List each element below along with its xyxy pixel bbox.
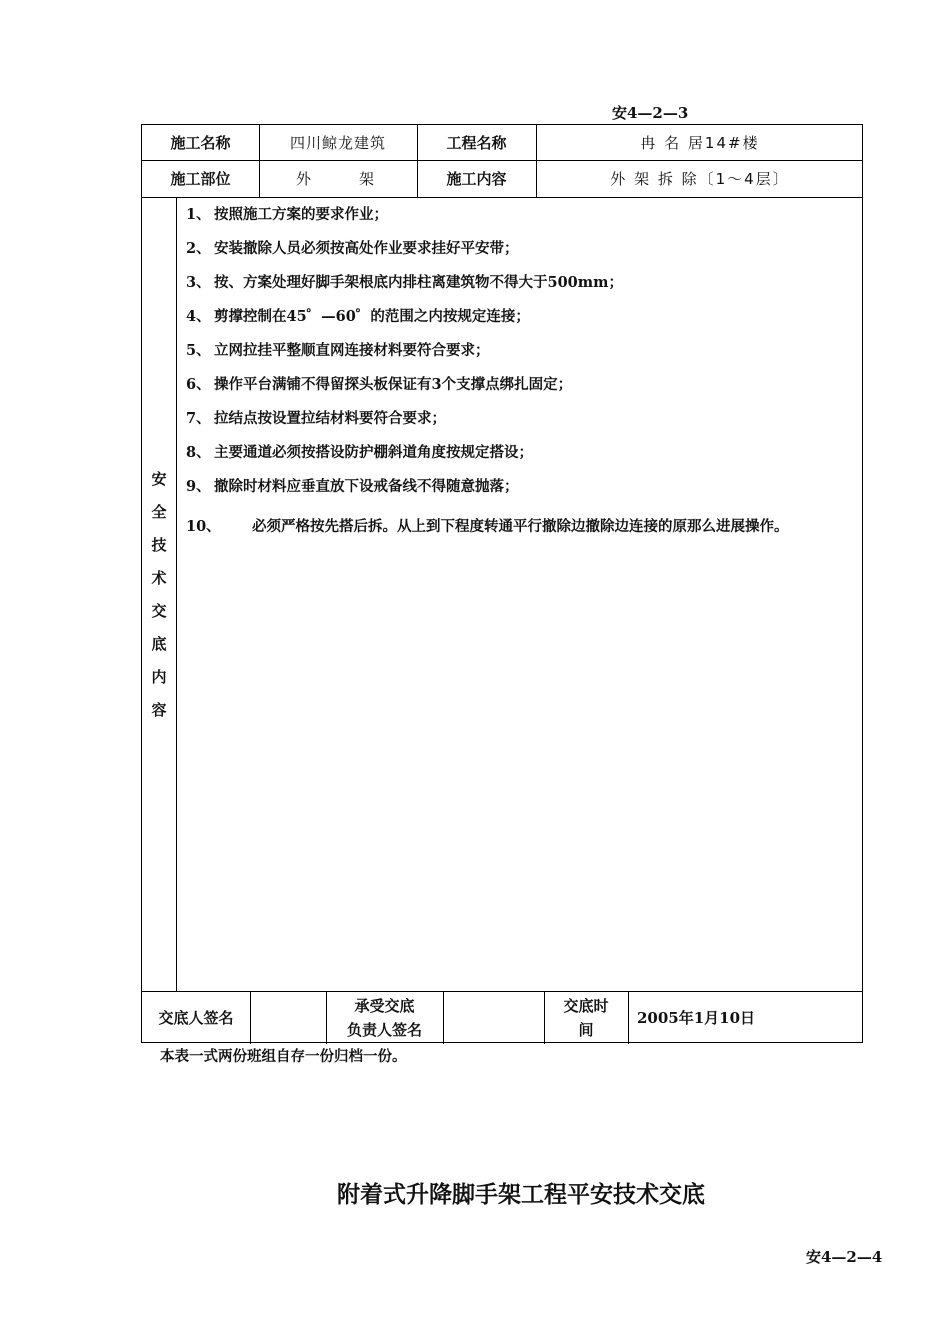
list-item [186, 407, 858, 441]
disclosure-form-table [141, 124, 863, 1043]
document-code-bottom: 安4—2—4 [806, 1248, 883, 1266]
item-text: 主要通道必须按搭设防护棚斜道角度按规定搭设； [214, 444, 533, 461]
row-divider [142, 197, 862, 198]
label-disclosure-time [544, 991, 628, 1044]
label-receiver-signature [326, 991, 443, 1044]
disclosure-date: 2005年1月10日 [637, 1009, 756, 1027]
column-divider [176, 197, 177, 991]
label-project-name: 工程名称 [446, 134, 507, 152]
list-item [186, 441, 858, 475]
item-number: 2、 [186, 240, 211, 257]
label-time-line2: 间 [578, 1020, 594, 1039]
value-construction-location: 外 架 [295, 170, 380, 188]
item-text: 操作平台满铺不得留探头板保证有3个支撑点绑扎固定； [214, 376, 573, 393]
list-item [186, 237, 858, 271]
list-item [186, 475, 858, 509]
label-receiver-line2: 负责人签名 [346, 1020, 422, 1039]
value-project-name: 冉 名 居14#楼 [640, 134, 760, 152]
side-label-char: 内 [151, 667, 167, 686]
label-construction-unit: 施工名称 [170, 134, 231, 152]
item-text: 剪撑控制在45゜—60゜的范围之内按规定连接； [214, 308, 530, 325]
safety-disclosure-content-label [142, 198, 176, 991]
item-number: 3、 [186, 274, 211, 291]
next-title-text: 附着式升降脚手架工程平安技术交底 [337, 1181, 705, 1208]
document-code-top: 安4—2—3 [612, 104, 689, 122]
value-construction-content: 外 架 拆 除〔1～4层〕 [610, 170, 790, 188]
item-number: 1、 [186, 206, 211, 223]
form-footnote: 本表一式两份班组自存一份归档一份。 [160, 1048, 407, 1065]
list-item [186, 203, 858, 237]
side-label-char: 容 [151, 700, 167, 719]
label-construction-content: 施工内容 [446, 170, 507, 188]
list-item [186, 271, 858, 305]
item-text: 立网拉挂平整顺直网连接材料要符合要求； [214, 342, 490, 359]
item-text: 按照施工方案的要求作业； [214, 206, 388, 223]
item-text: 拉结点按设置拉结材料要符合要求； [214, 410, 446, 427]
item-number: 7、 [186, 410, 211, 427]
item-text: 撤除时材料应垂直放下设戒备线不得随意抛落； [214, 478, 519, 495]
discloser-signature-field[interactable] [250, 991, 326, 1044]
item-text: 安装撤除人员必须按高处作业要求挂好平安带； [214, 240, 519, 257]
side-label-char: 安 [151, 469, 167, 488]
item-number: 10、 [186, 518, 221, 535]
item-number: 9、 [186, 478, 211, 495]
side-label-char: 术 [151, 568, 167, 587]
label-time-line1: 交底时 [563, 996, 609, 1015]
side-label-char: 全 [151, 502, 167, 521]
next-section-title [0, 1176, 950, 1209]
safety-items-list [186, 203, 858, 545]
list-item [186, 509, 858, 545]
value-construction-unit: 四川鲸龙建筑 [289, 134, 386, 152]
label-receiver-line1: 承受交底 [354, 996, 415, 1015]
list-item [186, 305, 858, 339]
item-number: 4、 [186, 308, 211, 325]
list-item [186, 373, 858, 407]
side-label-char: 底 [151, 634, 167, 653]
side-label-char: 交 [151, 601, 167, 620]
side-label-char: 技 [151, 535, 167, 554]
label-construction-location: 施工部位 [170, 170, 231, 188]
list-item [186, 339, 858, 373]
receiver-signature-field[interactable] [443, 991, 544, 1044]
item-number: 8、 [186, 444, 211, 461]
item-text: 必须严格按先搭后拆。从上到下程度转通平行撤除边撤除边连接的原那么进展操作。 [252, 518, 789, 535]
item-number: 6、 [186, 376, 211, 393]
item-number: 5、 [186, 342, 211, 359]
label-discloser-signature: 交底人签名 [158, 1009, 234, 1027]
item-text: 按、方案处理好脚手架根底内排柱离建筑物不得大于500mm； [214, 274, 623, 291]
